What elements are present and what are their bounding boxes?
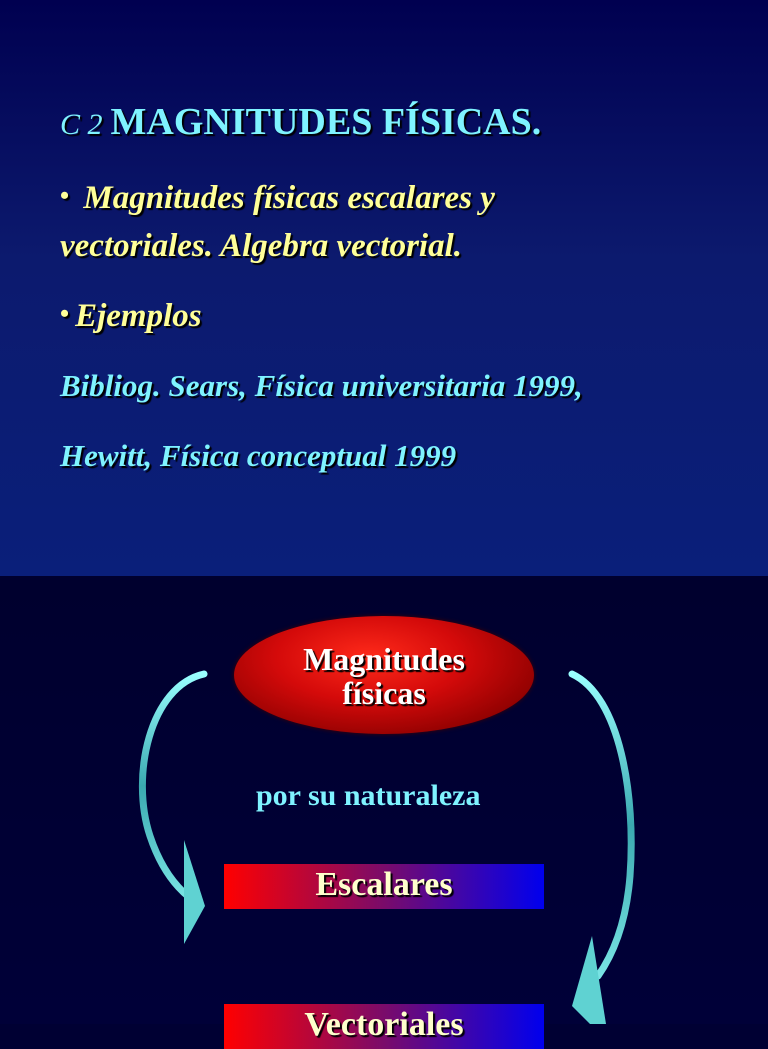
chapter-title: MAGNITUDES FÍSICAS.: [110, 101, 542, 143]
bullet-1-line-1: Magnitudes físicas escalares y: [75, 180, 495, 216]
escalares-box: [224, 864, 544, 909]
connector-label: por su naturaleza: [256, 779, 481, 812]
left-curved-arrow-icon: [142, 674, 205, 944]
bullet-item-1: [60, 180, 495, 217]
bullet-1-line-2: vectoriales. Algebra vectorial.: [60, 228, 463, 264]
bullet-item-2: [60, 298, 202, 335]
ellipse-label: [234, 642, 534, 710]
escalares-label: Escalares: [315, 866, 453, 903]
slide-2: [0, 576, 768, 1043]
reference-1: Bibliog. Sears, Física universitaria 1999,: [60, 368, 583, 403]
ellipse-line-1: Magnitudes: [303, 641, 465, 677]
reference-2: Hewitt, Física conceptual 1999: [60, 438, 457, 473]
right-curved-arrow-icon: [572, 674, 631, 1024]
chapter-number: C 2: [60, 108, 103, 141]
bullet-2-text: Ejemplos: [75, 298, 202, 334]
slide-title: [60, 100, 541, 144]
bullet-dot: •: [60, 299, 70, 328]
ellipse-line-2: físicas: [342, 675, 426, 711]
bullet-dot: •: [60, 181, 70, 210]
vectoriales-label: Vectoriales: [304, 1006, 464, 1043]
vectoriales-box: [224, 1004, 544, 1049]
